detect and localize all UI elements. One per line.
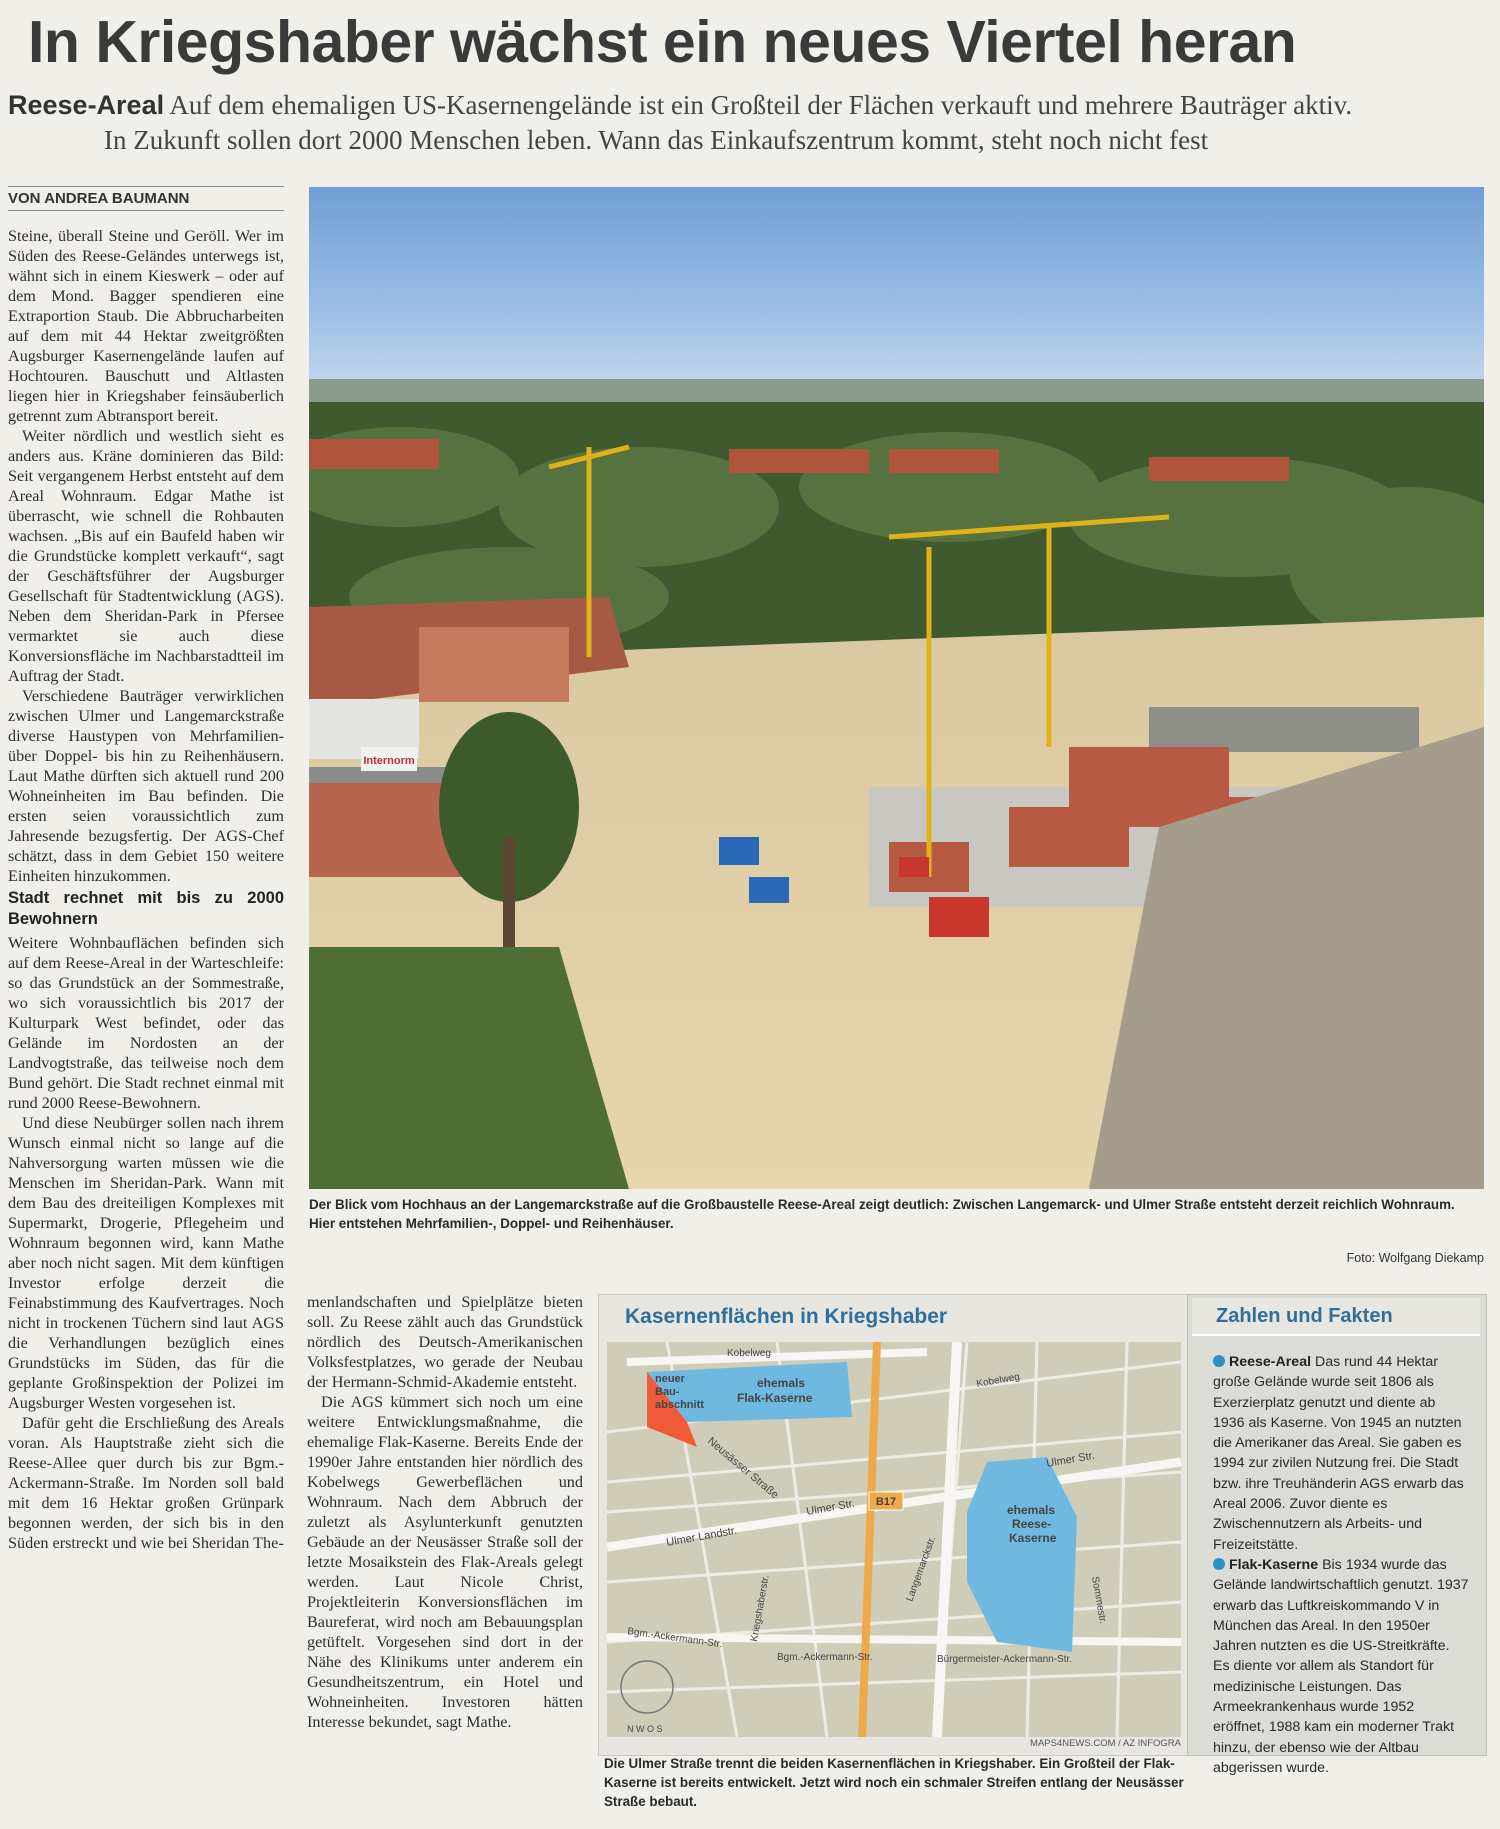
facts-text (1213, 1352, 1469, 1778)
subheadline (8, 88, 1488, 158)
map-label-neusaesser: Neusässer Straße (705, 1435, 781, 1502)
map-label-bgm2: Bgm.-Ackermann-Str. (777, 1652, 873, 1663)
truck-logo-text: Internorm (363, 755, 415, 767)
article-column-1 (8, 226, 284, 1553)
map (607, 1342, 1181, 1737)
map-label-flak1: ehemals (757, 1376, 806, 1390)
subheading: Stadt rechnet mit bis zu 2000 Bewohnern (8, 889, 284, 928)
map-title: Kasernenflächen in Kriegshaber (625, 1305, 948, 1328)
byline: VON ANDREA BAUMANN (8, 186, 284, 211)
map-label-langemarckstr: Langemarckstr. (904, 1535, 939, 1604)
map-label-b17: B17 (875, 1496, 897, 1508)
map-credit: MAPS4NEWS.COM / AZ INFOGRA (1030, 1738, 1181, 1749)
map-box (598, 1294, 1190, 1756)
paragraph: menlandschaften und Spielplätze bieten soll. Zu Reese zählt auch das Grundstück nördlich des Deutsch-Amerikanischen Volksfestplatzes, wo gerade der Neubau der Hermann-Schmid-Akademie entsteht. (307, 1293, 583, 1391)
map-label-ulmer2: Ulmer Str. (1045, 1449, 1096, 1470)
headline: In Kriegshaber wächst ein neues Viertel heran (28, 9, 1297, 75)
map-label-reese3: Kaserne (1009, 1531, 1057, 1545)
map-label-kobelweg2: Kobelweg (975, 1371, 1021, 1390)
paragraph: Verschiedene Bauträger verwirklichen zwischen Ulmer und Langemarckstraße diverse Haustypen von Mehrfamilien- über Doppel- bis hin zu Reihenhäusern. Laut Mathe dürften sich aktuell rund 200 Wohneinheiten im Bau befinden. Die ersten seien voraussichtlich zum Jahresende bezugsfertig. Der AGS-Chef schätzt, dass in dem Gebiet 150 weitere Einheiten hinzukommen. (8, 687, 284, 885)
subhead-line2: In Zukunft sollen dort 2000 Menschen leben. Wann das Einkaufszentrum kommt, steht noch nicht fest (104, 125, 1209, 155)
facts-reese-text: Das rund 44 Hektar große Gelände wurde seit 1806 als Exerzierplatz genutzt und diente ab 1936 als Kaserne. Von 1945 an nutzten die Amerikaner das Areal. Sie gaben es 1994 zur zivilen Nutzung frei. Die Stadt bzw. ihre Treuhänderin AGS erwarb das Areal 2006. Zuvor diente es Zwischennutzern als Arbeits- und Freizeitstätte. (1213, 1354, 1464, 1553)
map-label-compass: N W O S (627, 1724, 663, 1734)
map-label-abschnitt: abschnitt (655, 1399, 704, 1411)
bullet-icon (1213, 1558, 1225, 1570)
paragraph: Die AGS kümmert sich noch um eine weitere Entwicklungsmaßnahme, die ehemalige Flak-Kaserne. Bereits Ende der 1990er Jahre entstanden hier nördlich des Kobelwegs Gewerbeflächen und Wohnraum. Nach dem Abbruch der zuletzt als Asylunterkunft genutzten Gebäude an der Neusässer Straße soll der letzte Mosaikstein des Flak-Areals gelegt werden. Laut Nicole Christ, Projektleiterin Konversionsflächen im Baureferat, wird noch am Bebauungsplan getüftelt. Vorgesehen sind dort in der Nähe des Klinikums unter anderem ein Gesundheitszentrum, ein Hotel und Wohneinheiten. Investoren hätten Interesse bekundet, sagt Mathe. (307, 1393, 583, 1731)
map-caption: Die Ulmer Straße trennt die beiden Kasernenflächen in Kriegshaber. Ein Großteil der Flak-Kaserne ist bereits entwickelt. Jetzt wird noch ein schmaler Streifen entlang der Neusässer Straße bebaut. (604, 1756, 1184, 1809)
paragraph: Weitere Wohnbauflächen befinden sich auf dem Reese-Areal in der Warteschleife: so das Grundstück an der Sommestraße, wo sich voraussichtlich bis 2017 der Kulturpark West befindet, oder das Gelände im Nordosten an der Landvogtstraße, das teilweise noch dem Bund gehört. Die Stadt rechnet einmal mit rund 2000 Reese-Bewohnern. (8, 934, 284, 1112)
paragraph: Dafür geht die Erschließung des Areals voran. Als Hauptstraße zieht sich die Reese-Allee quer durch bis zur Bgm.-Ackermann-Straße. Im Norden soll bald mit dem 16 Hektar großen Grünpark begonnen werden, der sich bis in den Süden erstreckt und wie bei Sheridan The- (8, 1414, 284, 1552)
photo-caption: Der Blick vom Hochhaus an der Langemarckstraße auf die Großbaustelle Reese-Areal zeigt deutlich: Zwischen Langemarck- und Ulmer Straße entsteht derzeit reichlich Wohnraum. Hier entstehen Mehrfamilien-, Doppel- und Reihenhäuser. (309, 1197, 1455, 1231)
map-label-kobelweg1: Kobelweg (727, 1348, 771, 1359)
facts-title: Zahlen und Fakten (1192, 1298, 1480, 1336)
map-label-sommestr: Sommestr. (1089, 1575, 1109, 1625)
paragraph: Weiter nördlich und westlich sieht es anders aus. Kräne dominieren das Bild: Seit vergangenem Herbst entsteht auf dem Areal Wohnraum. Edgar Mathe ist überrascht, wie schnell die Rohbauten wachsen. „Bis auf ein Baufeld haben wir die Grundstücke komplett verkauft“, sagt der Geschäftsführer der Augsburger Gesellschaft für Stadtentwicklung (AGS). Neben dem Sheridan-Park in Pfersee vermarktet sie auch diese Konversionsfläche im Nachbarstadtteil im Auftrag der Stadt. (8, 427, 284, 685)
map-label-neuer: neuer (655, 1373, 685, 1385)
subhead-kicker: Reese-Areal (8, 90, 165, 120)
map-label-bau: Bau- (655, 1386, 680, 1398)
construction-photo (309, 187, 1484, 1189)
map-label-flak2: Flak-Kaserne (737, 1391, 813, 1405)
subhead-line1: Auf dem ehemaligen US-Kasernengelände ist ein Großteil der Flächen verkauft und mehrere Bauträger aktiv. (169, 90, 1353, 120)
paragraph: Und diese Neubürger sollen nach ihrem Wunsch einmal nicht so lange auf die Nahversorgung warten müssen wie die Menschen im Sheridan-Park. Wann mit dem Bau des dreiteiligen Komplexes mit Supermarkt, Drogerie, Pflegeheim und Wohnraum begonnen wird, kann Mathe aber noch nicht sagen. Mit dem künftigen Investor erfolge derzeit die Feinabstimmung des Kaufvertrages. Noch nicht in trockenen Tüchern sind laut AGS die Verhandlungen bezüglich eines Grundstücks im Süden, das für die geplante Großinspektion der Polizei im Augsburger Westen vorgesehen ist. (8, 1114, 284, 1412)
paragraph: Steine, überall Steine und Geröll. Wer im Süden des Reese-Geländes unterwegs ist, wähnt sich in einem Kieswerk – oder auf dem Mond. Bagger spendieren eine Extraportion Staub. Die Abbrucharbeiten auf dem mit 44 Hektar zweitgrößten Augsburger Kasernengelände laufen auf Hochtouren. Bauschutt und Altlasten liegen hier in Kriegshaber feinsäuberlich getrennt zum Abtransport bereit. (8, 227, 284, 425)
facts-reese-label: Reese-Areal (1229, 1354, 1312, 1370)
map-label-reese2: Reese- (1012, 1517, 1052, 1531)
map-label-kriegshaberstr: Kriegshaberstr. (749, 1574, 772, 1643)
map-label-ulmerlandstr: Ulmer Landstr. (665, 1524, 738, 1549)
map-label-bgm3: Bürgermeister-Ackermann-Str. (937, 1654, 1073, 1665)
bullet-icon (1213, 1355, 1225, 1367)
photo-credit: Foto: Wolfgang Diekamp (1346, 1251, 1484, 1265)
map-label-ulmer1: Ulmer Str. (805, 1497, 856, 1518)
facts-flak-text: Bis 1934 wurde das Gelände landwirtschaftlich genutzt. 1937 erwarb das Luftkreiskommando V in München das Areal. In den 1950er Jahren nutzten es die US-Streitkräfte. Es diente vor allem als Standort für medizinische Leistungen. Das Armeekrankenhaus wurde 1952 eröffnet, 1988 kam ein moderner Trakt hinzu, der ebenso wie der Altbau abgerissen wurde. (1213, 1556, 1469, 1776)
map-label-reese1: ehemals (1007, 1503, 1056, 1517)
facts-flak-label: Flak-Kaserne (1229, 1556, 1319, 1573)
map-label-bgm1: Bgm.-Ackermann-Str. (626, 1626, 723, 1651)
article-column-2 (307, 1292, 583, 1732)
